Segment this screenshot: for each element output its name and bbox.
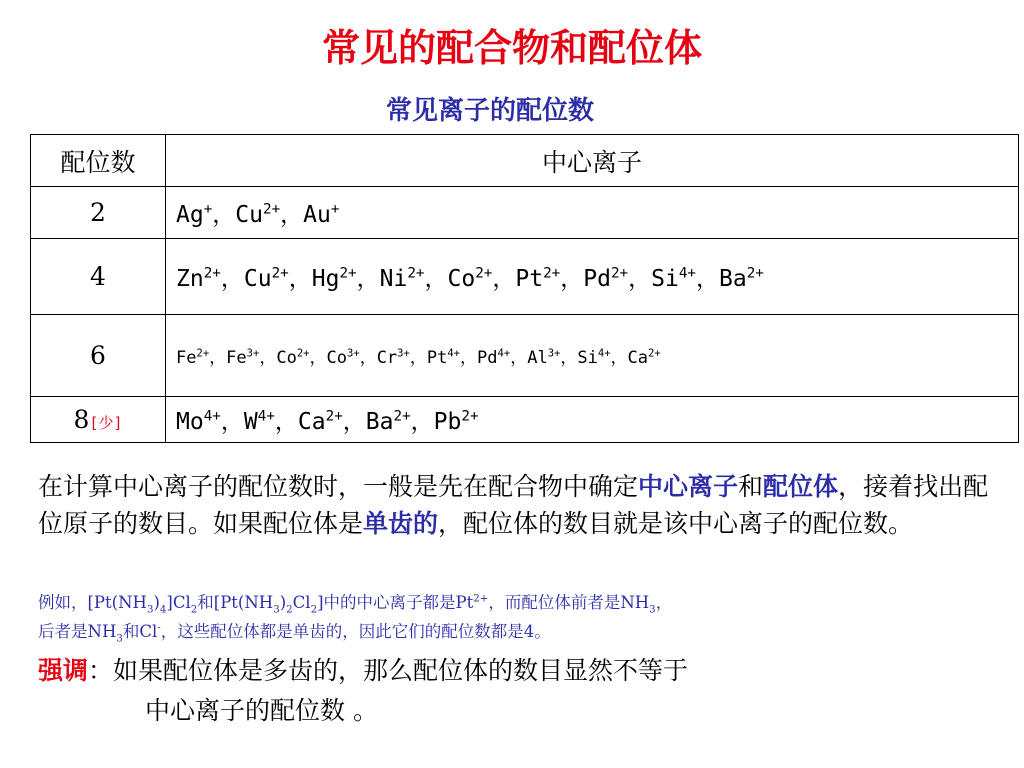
paragraph-text: ，接着找出配位原子的数目。如果配位体是 (38, 472, 989, 538)
example-text: 和[Pt(NH (197, 593, 274, 612)
coordination-number-cell (31, 315, 166, 397)
ion-separator: ， (259, 348, 277, 368)
ion-separator: ， (424, 266, 448, 292)
ion-symbol: Co (276, 348, 297, 368)
ion-symbol: Pt (426, 348, 448, 368)
ion-symbol: Zn (176, 266, 204, 292)
ion-charge: 2+ (746, 265, 764, 282)
coordination-number-cell (31, 239, 166, 315)
ion-charge: + (203, 201, 213, 218)
example-text: 和Cl (122, 622, 158, 641)
ion-charge: 2+ (543, 265, 561, 282)
subscript: 2 (286, 604, 293, 616)
emphasis-label: 强调 (38, 656, 89, 685)
emphasis-line-2: 中心离子的配位数 。 (145, 696, 378, 725)
ion-separator: ， (410, 409, 434, 435)
ion-separator: ， (510, 348, 528, 368)
ion-separator: ， (342, 409, 366, 435)
coordination-number: 4 (90, 262, 106, 291)
example-text: ) (153, 593, 160, 612)
ion-charge: 3+ (397, 347, 410, 360)
term-monodentate: 单齿的 (363, 509, 439, 538)
ion-separator: ， (560, 266, 584, 292)
paragraph-text: 和 (738, 472, 764, 501)
ion-separator: ， (309, 348, 327, 368)
ion-charge: 2+ (203, 265, 221, 282)
example-text: Cl (292, 593, 311, 612)
subscript: 2 (190, 604, 198, 616)
ion-symbol: Fe (226, 348, 247, 368)
ion-symbol: Al (527, 348, 548, 368)
ion-charge: + (330, 201, 340, 218)
ion-charge: 2+ (196, 347, 210, 360)
ion-separator: ， (560, 348, 578, 368)
ion-separator: ， (209, 348, 227, 368)
ion-symbol: Si (577, 348, 598, 368)
central-ions-cell (166, 187, 1019, 239)
emphasis-note (38, 651, 1008, 731)
example-text: 后者是NH (38, 622, 117, 641)
table-row (31, 397, 1019, 443)
table-row (31, 187, 1019, 239)
ion-charge: 4+ (497, 347, 511, 360)
subscript: 3 (116, 633, 123, 645)
ion-charge: 2+ (339, 265, 357, 282)
example-text: 例如，[Pt(NH (38, 593, 147, 612)
example-text: ]中的中心离子都是Pt (317, 593, 474, 612)
ion-symbol: Ba (719, 266, 747, 292)
table-caption: 常见离子的配位数 (385, 96, 594, 126)
emphasis-colon: ： (88, 656, 114, 685)
ion-symbol: Pb (433, 409, 462, 435)
coordination-number-cell (31, 187, 166, 239)
table-row (31, 239, 1019, 315)
table-header-row (31, 135, 1019, 187)
ion-symbol: Ag (176, 202, 204, 228)
subscript: 4 (159, 604, 167, 616)
explanation-paragraph (38, 468, 1008, 542)
coordination-number-cell (31, 397, 166, 443)
ion-separator: ， (356, 266, 380, 292)
central-ions-cell (166, 239, 1019, 315)
ion-charge: 4+ (257, 408, 275, 425)
ion-symbol: Mo (176, 409, 204, 435)
example-text: ) (279, 593, 287, 612)
ion-charge: 4+ (597, 347, 611, 360)
central-ions-cell (166, 397, 1019, 443)
subscript: 3 (146, 604, 154, 616)
coordination-number: 6 (90, 341, 106, 370)
ion-charge: 2+ (407, 265, 425, 282)
header-central-ion: 中心离子 (166, 135, 1019, 187)
ion-symbol: Pt (515, 266, 544, 292)
ion-separator: ， (492, 266, 516, 292)
ion-charge: 2+ (296, 347, 310, 360)
ion-charge: 3+ (347, 347, 360, 360)
subscript: 3 (273, 604, 280, 616)
ion-separator: ， (460, 348, 478, 368)
coordination-number: 2 (90, 198, 106, 227)
ion-charge: 2+ (475, 265, 493, 282)
emphasis-line-1: 如果配位体是多齿的，那么配位体的数目显然不等于 (113, 656, 689, 685)
paragraph-text: 在计算中心离子的配位数时，一般是先在配合物中确定 (38, 472, 639, 501)
ion-charge: 2+ (610, 265, 629, 282)
ion-charge: 2+ (271, 265, 289, 282)
central-ions-cell (166, 315, 1019, 397)
table-row (31, 315, 1019, 397)
ion-charge: 2+ (461, 408, 479, 425)
coordination-number-table (30, 134, 1019, 443)
ion-symbol: Co (447, 266, 476, 292)
ion-separator: ， (288, 266, 312, 292)
ion-separator: ， (212, 202, 236, 228)
ion-separator: ， (220, 409, 244, 435)
ion-symbol: Cu (243, 266, 272, 292)
ion-symbol: Ba (365, 409, 394, 435)
ion-symbol: Ca (627, 348, 649, 368)
ion-symbol: Au (303, 202, 331, 228)
coordination-number: 8 (73, 405, 90, 434)
ion-charge: 2+ (325, 408, 343, 425)
ion-separator: ， (359, 348, 377, 368)
ion-symbol: Cu (235, 202, 263, 228)
ion-charge: 2+ (648, 347, 661, 360)
example-text: ，这些配位体都是单齿的，因此它们的配位数都是4。 (160, 622, 551, 641)
superscript: 2+ (473, 593, 489, 605)
ion-symbol: Co (326, 348, 347, 368)
term-central-ion: 中心离子 (638, 472, 739, 501)
ion-symbol: Hg (311, 266, 340, 292)
superscript: - (157, 622, 161, 634)
example-text: ， (655, 593, 673, 612)
ion-separator: ， (409, 348, 427, 368)
ion-separator: ， (628, 266, 652, 292)
example-text: ]Cl (166, 593, 191, 612)
ion-symbol: Si (651, 266, 679, 292)
header-coordination-number: 配位数 (31, 135, 166, 187)
ion-separator: ， (274, 409, 298, 435)
ion-charge: 4+ (447, 347, 461, 360)
ion-separator: ， (696, 266, 719, 292)
subscript: 2 (310, 604, 318, 616)
example-text: ，而配位体前者是NH (488, 593, 650, 612)
ion-charge: 2+ (393, 408, 411, 425)
ion-symbol: Ni (379, 266, 408, 292)
ion-charge: 3+ (547, 347, 561, 360)
example-note (38, 588, 1018, 646)
ion-symbol: Ca (297, 409, 326, 435)
rare-note: [少] (89, 414, 123, 432)
ion-charge: 4+ (203, 408, 221, 425)
ion-charge: 3+ (246, 347, 260, 360)
ion-symbol: Cr (376, 348, 398, 368)
ion-symbol: Pd (477, 348, 498, 368)
ion-separator: ， (610, 348, 628, 368)
ion-charge: 2+ (263, 201, 281, 218)
ion-separator: ， (280, 202, 304, 228)
slide-title: 常见的配合物和配位体 (321, 26, 702, 70)
paragraph-text: ，配位体的数目就是该中心离子的配位数。 (438, 509, 914, 538)
ion-charge: 4+ (678, 265, 696, 282)
ion-symbol: Pd (583, 266, 611, 292)
ion-symbol: Fe (176, 348, 197, 368)
term-ligand: 配位体 (763, 472, 839, 501)
subscript: 3 (649, 604, 656, 616)
ion-symbol: W (243, 409, 258, 435)
ion-separator: ， (220, 266, 244, 292)
